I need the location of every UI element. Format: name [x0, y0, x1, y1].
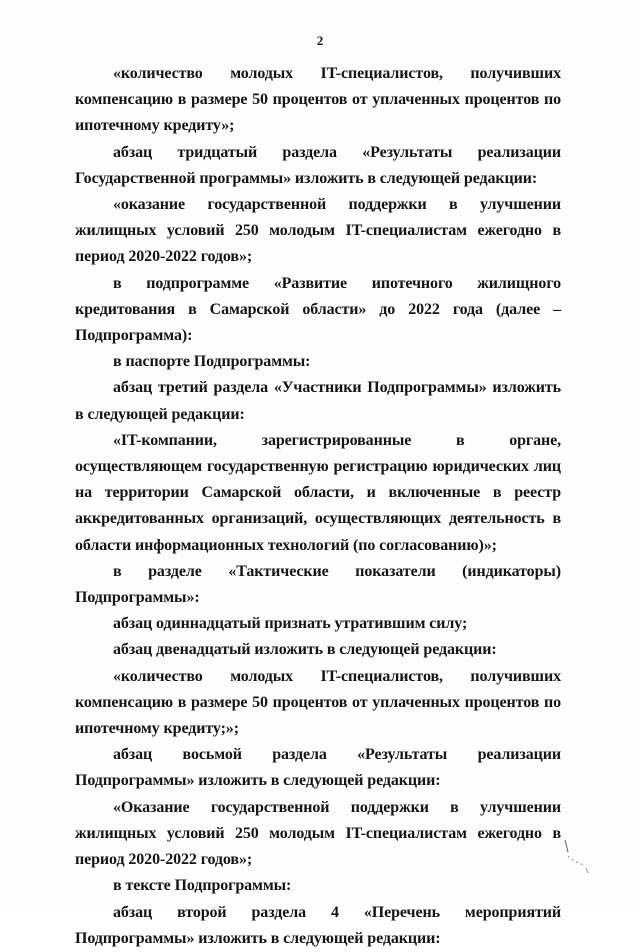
- paragraph: «количество молодых IT-специалистов, получивших компенсацию в размере 50 процентов от уплаченных процентов по ипотечному кредиту»;: [75, 65, 561, 135]
- paragraph: абзац одиннадцатый признать утратившим силу;: [113, 615, 468, 633]
- paragraph: в подпрограмме «Развитие ипотечного жилищного кредитования в Самарской области» до 2022 года (далее – Подпрограмма):: [75, 274, 561, 345]
- scan-mark: [562, 838, 590, 874]
- page-number: 2: [316, 33, 324, 48]
- paragraph: абзац двенадцатый изложить в следующей редакции:: [113, 641, 497, 659]
- paragraph: абзац второй раздела 4 «Перечень мероприятий Подпрограммы» изложить в следующей редакции:: [75, 903, 561, 947]
- paragraph: «оказание государственной поддержки в улучшении жилищных условий 250 молодым IT-специалистам ежегодно в период 2020-2022 годов»;: [75, 196, 561, 266]
- paragraph: в тексте Подпрограммы:: [113, 877, 292, 895]
- paragraph: «Оказание государственной поддержки в улучшении жилищных условий 250 молодым IT-специалистам ежегодно в период 2020-2022 годов»;: [75, 798, 561, 869]
- document-body: [75, 61, 561, 952]
- paragraph: в разделе «Тактические показатели (индикаторы) Подпрограммы»:: [75, 562, 561, 607]
- paragraph: в паспорте Подпрограммы:: [113, 353, 311, 371]
- paragraph: «количество молодых IT-специалистов, получивших компенсацию в размере 50 процентов от уплаченных процентов по ипотечному кредиту;»;: [75, 667, 561, 738]
- paragraph: абзац третий раздела «Участники Подпрограммы» изложить в следующей редакции:: [75, 379, 561, 423]
- paragraph: «IT-компании, зарегистрированные в органе, осуществляющем государственную регистрацию юридических лиц на территории Самарской области, и включенные в реестр аккредитованных организаций, осуществляющих деятельность в области информационных технологий (по согласованию)»;: [75, 431, 561, 554]
- paragraph: абзац восьмой раздела «Результаты реализации Подпрограммы» изложить в следующей редакции:: [75, 746, 561, 790]
- paragraph: абзац тридцатый раздела «Результаты реализации Государственной программы» изложить в следующей редакции:: [75, 143, 561, 187]
